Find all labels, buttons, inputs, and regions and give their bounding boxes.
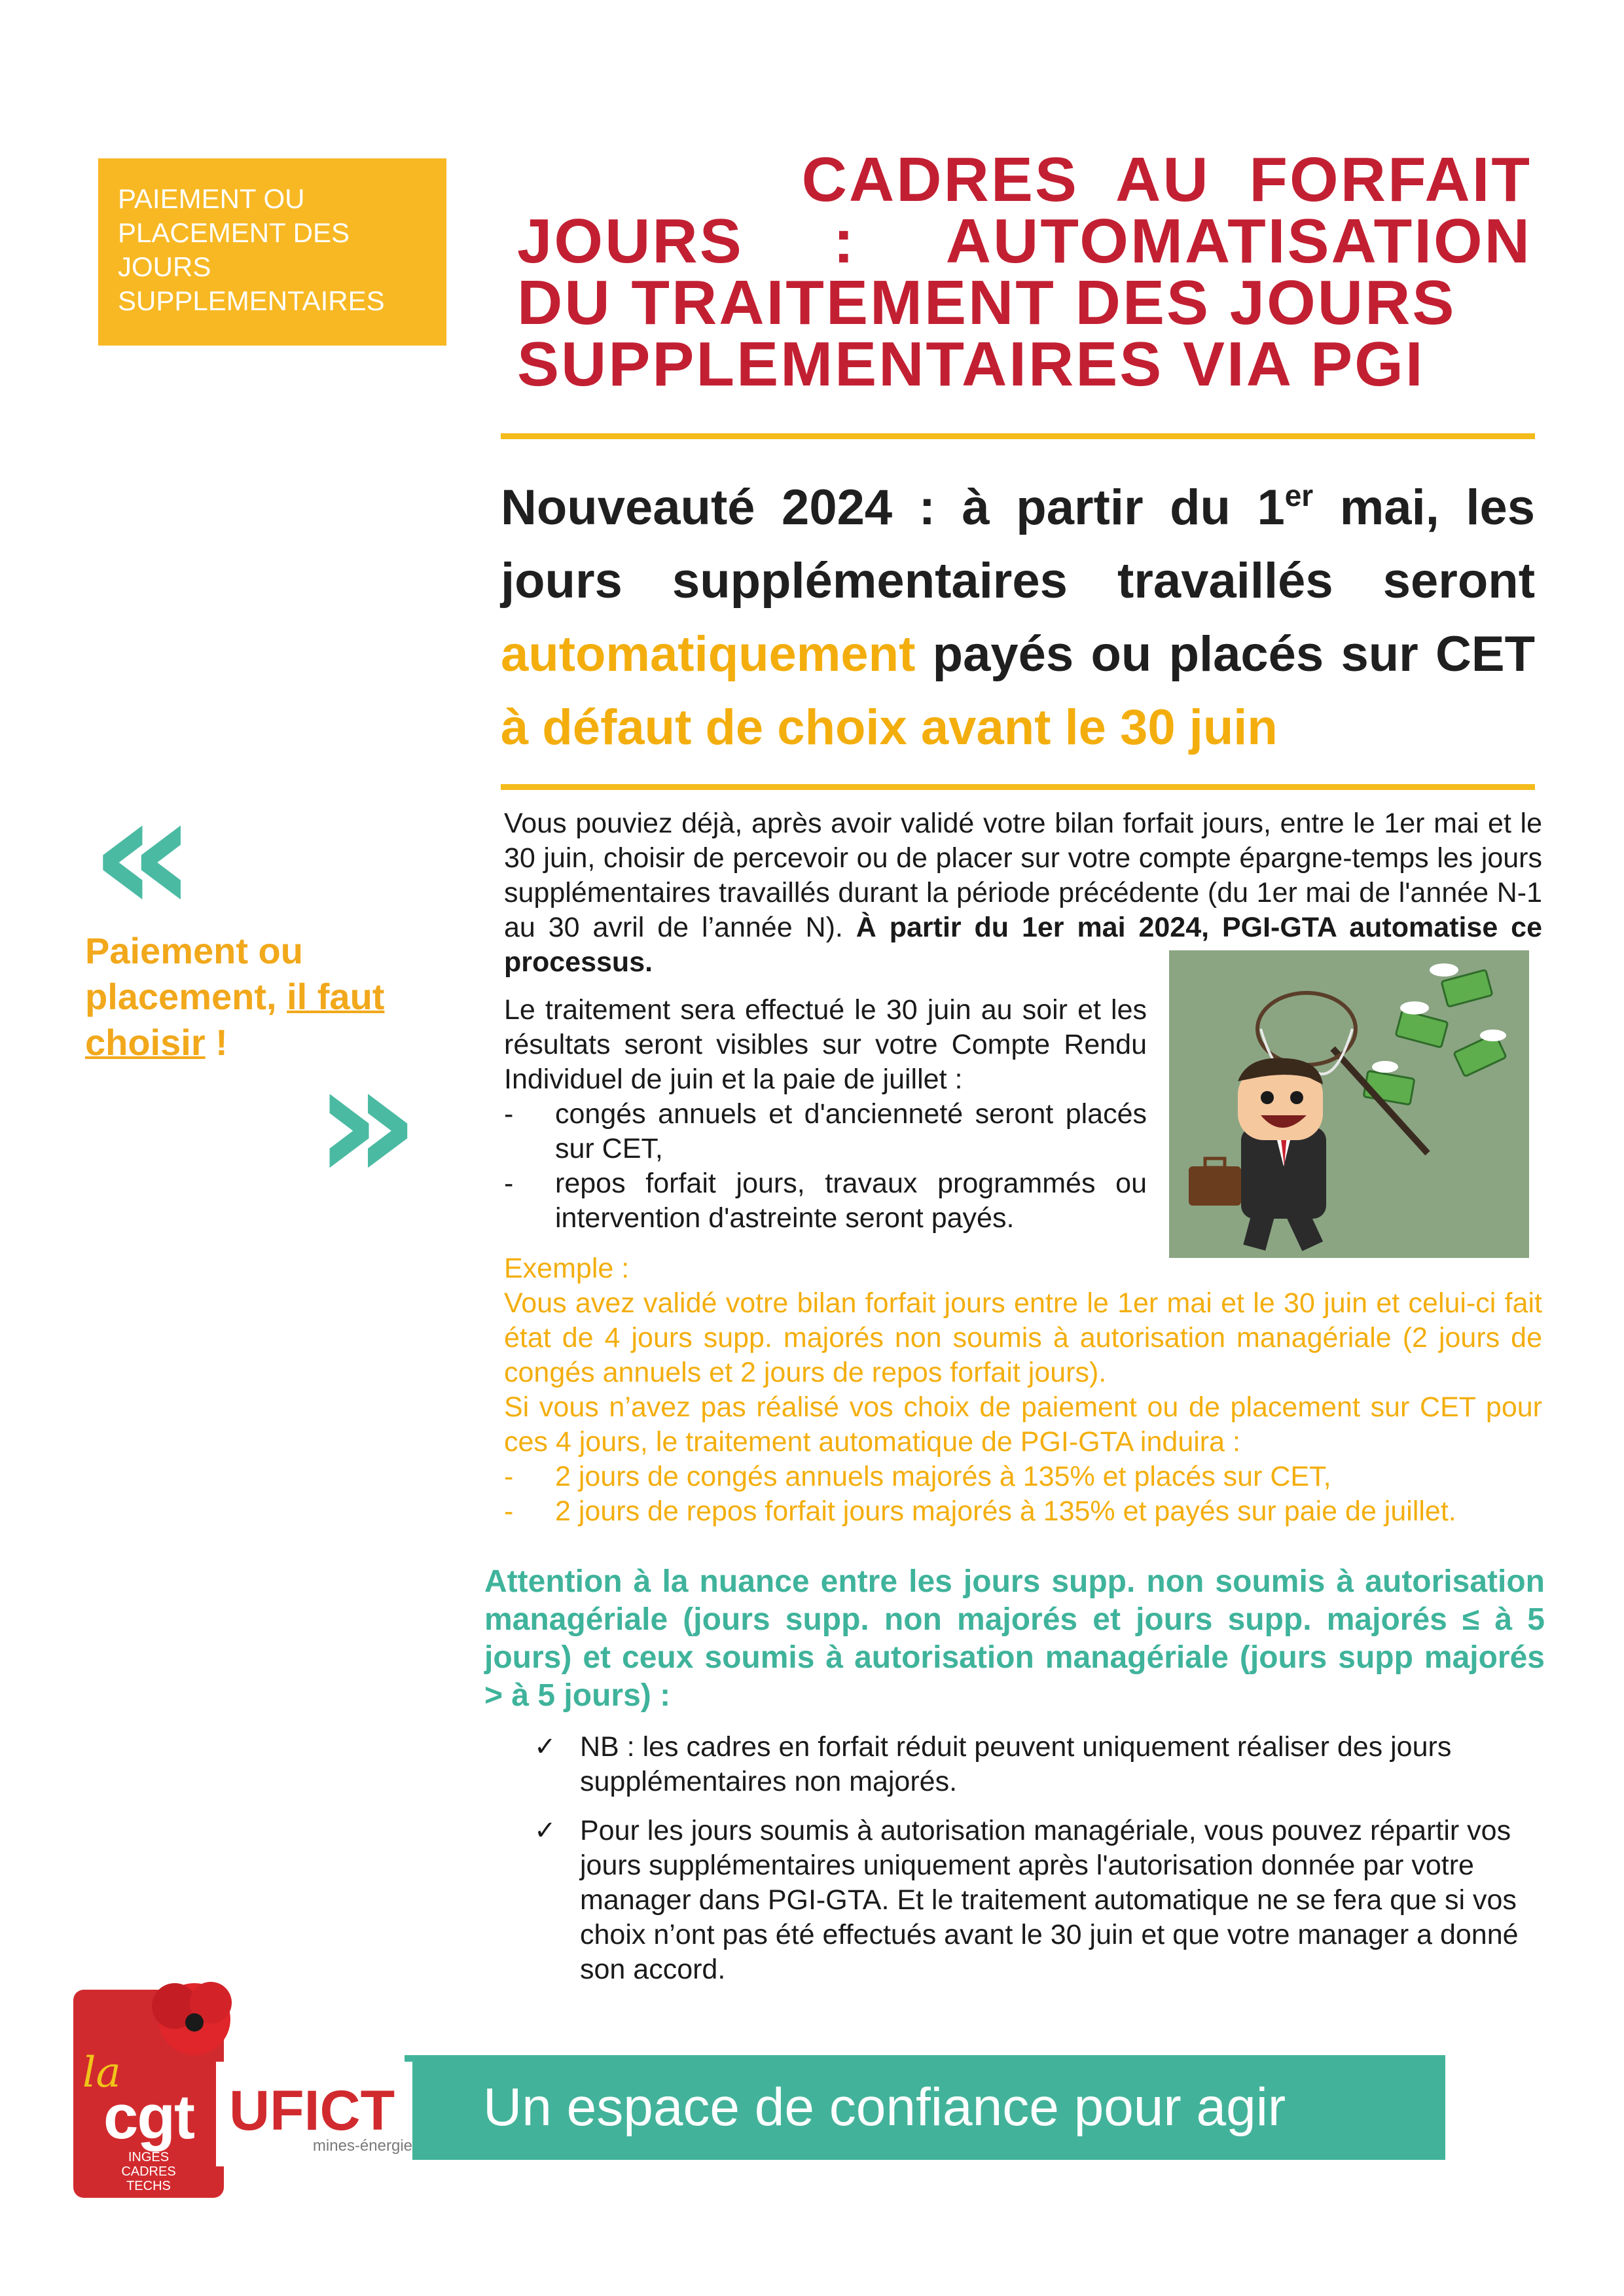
- subtitle-text: Nouveauté 2024 : à partir du 1: [501, 480, 1285, 535]
- title-word: :: [833, 206, 856, 276]
- list-item-text: repos forfait jours, travaux programmés ou intervention d'astreinte seront payés.: [555, 1168, 1147, 1234]
- aside-line: Paiement ou: [85, 930, 303, 971]
- list-item: [504, 1494, 1542, 1529]
- subtitle: [501, 471, 1535, 764]
- logo-subtitle-line: CADRES: [121, 2164, 176, 2179]
- list-item: [504, 1097, 1147, 1166]
- title-line-4: SUPPLEMENTAIRES VIA PGI: [517, 329, 1425, 399]
- treatment-paragraph: [504, 993, 1147, 1236]
- superscript: er: [1284, 478, 1314, 512]
- logo-la: la: [82, 2049, 121, 2097]
- aside-underline: il faut: [287, 976, 385, 1017]
- title-word: JOURS: [517, 206, 744, 276]
- logo-cgt: cgt: [103, 2082, 194, 2152]
- logo-subtitle-line: TECHS: [126, 2179, 171, 2193]
- subtitle-text: mai, les jours supplémentaires travaillés seront: [501, 480, 1535, 609]
- title-line-1: CADRES AU FORFAIT: [801, 145, 1532, 215]
- page-title: [517, 145, 1532, 399]
- ufict-subtitle: mines-énergie: [312, 2137, 412, 2155]
- example-text: Si vous n’avez pas réalisé vos choix de paiement ou de placement sur CET pour ces 4 jours, le traitement automatique de PGI-GTA induira :: [504, 1391, 1542, 1458]
- example-block: [504, 1251, 1542, 1529]
- list-item: [504, 1166, 1147, 1236]
- list-item-text: Pour les jours soumis à autorisation managériale, vous pouvez répartir vos jours supplémentaires uniquement après l'autorisation donnée par votre manager dans PGI-GTA. Et le traitement automatique ne se fera que si vos choix n’ont pas été effectués avant le 30 juin et que votre manager a donné son accord.: [580, 1815, 1519, 1985]
- aside-text: placement,: [85, 976, 287, 1017]
- title-line-3: DU TRAITEMENT DES JOURS: [517, 268, 1456, 338]
- businessman-catching-money-icon: [1169, 950, 1529, 1258]
- aside-underline: choisir: [85, 1022, 206, 1063]
- check-icon: ✓: [534, 1816, 556, 1846]
- list-item-text: 2 jours de congés annuels majorés à 135% et placés sur CET,: [555, 1461, 1331, 1492]
- list-item-text: 2 jours de repos forfait jours majorés à 135% et payés sur paie de juillet.: [555, 1496, 1456, 1527]
- close-quote-chevron-icon: »: [314, 1027, 420, 1217]
- topic-tag-line: PLACEMENT DES: [118, 217, 350, 248]
- list-item: [504, 1460, 1542, 1494]
- dash-bullet: -: [504, 1461, 514, 1492]
- list-item-text: congés annuels et d'ancienneté seront placés sur CET,: [555, 1098, 1147, 1164]
- topic-tag-line: PAIEMENT OU: [118, 183, 305, 214]
- title-word: AUTOMATISATION: [945, 206, 1532, 276]
- divider: [501, 433, 1535, 439]
- poppy-icon: [145, 1970, 244, 2068]
- divider: [501, 784, 1535, 790]
- check-icon: ✓: [534, 1732, 556, 1762]
- logo-subtitle-line: INGÉS: [128, 2150, 170, 2164]
- subtitle-text: payés ou placés sur CET: [915, 626, 1535, 682]
- topic-tag: [98, 158, 446, 346]
- example-label: Exemple :: [504, 1253, 630, 1284]
- footer-banner: [405, 2055, 1445, 2160]
- intro-bold: À partir du 1er mai 2024, PGI-GTA automatise ce processus.: [504, 912, 1542, 978]
- intro-text: Vous pouviez déjà, après avoir validé votre bilan forfait jours, entre le 1er mai et le 30 juin, choisir de percevoir ou de placer sur votre compte épargne-temps les jours supplémentaires travaillés durant la période précédente (du 1er mai de l'année N-1 au 30 avril de l’année N).: [504, 808, 1542, 943]
- cgt-logo: [73, 1990, 224, 2198]
- logo-subtitle: [73, 2150, 224, 2193]
- ufict-logo: UFICT: [229, 2079, 395, 2142]
- footer-slogan: Un espace de confiance pour agir: [483, 2077, 1286, 2137]
- aside-line: [85, 974, 425, 1020]
- subtitle-highlight: à défaut de choix avant le 30 juin: [501, 700, 1278, 755]
- list-item-text: NB : les cadres en forfait réduit peuvent uniquement réaliser des jours supplémentaires non majorés.: [580, 1731, 1452, 1797]
- open-quote-chevron-icon: «: [90, 759, 196, 949]
- attention-note: Attention à la nuance entre les jours supp. non soumis à autorisation managériale (jours supp. non majorés et jours supp. majorés ≤ à 5 jours) et ceux soumis à autorisation managériale (jours supp majorés > à 5 jours) :: [484, 1564, 1545, 1713]
- checklist: [532, 1730, 1540, 1987]
- topic-tag-line: SUPPLEMENTAIRES: [118, 285, 385, 316]
- dash-bullet: -: [504, 1496, 514, 1527]
- dash-bullet: -: [504, 1098, 514, 1130]
- list-item: [532, 1814, 1540, 1987]
- example-text: Vous avez validé votre bilan forfait jours entre le 1er mai et le 30 juin et celui-ci fait état de 4 jours supp. majorés non soumis à autorisation managériale (2 jours de congés annuels et 2 jours de repos forfait jours).: [504, 1287, 1542, 1388]
- topic-tag-line: JOURS: [118, 251, 211, 282]
- subtitle-highlight: automatiquement: [501, 626, 916, 682]
- dash-bullet: -: [504, 1168, 514, 1199]
- aside-text: !: [205, 1022, 228, 1063]
- title-line-2: [517, 206, 1532, 276]
- treatment-text: Le traitement sera effectué le 30 juin au soir et les résultats seront visibles sur votre Compte Rendu Individuel de juin et la paie de juillet :: [504, 994, 1147, 1095]
- list-item: [532, 1730, 1540, 1799]
